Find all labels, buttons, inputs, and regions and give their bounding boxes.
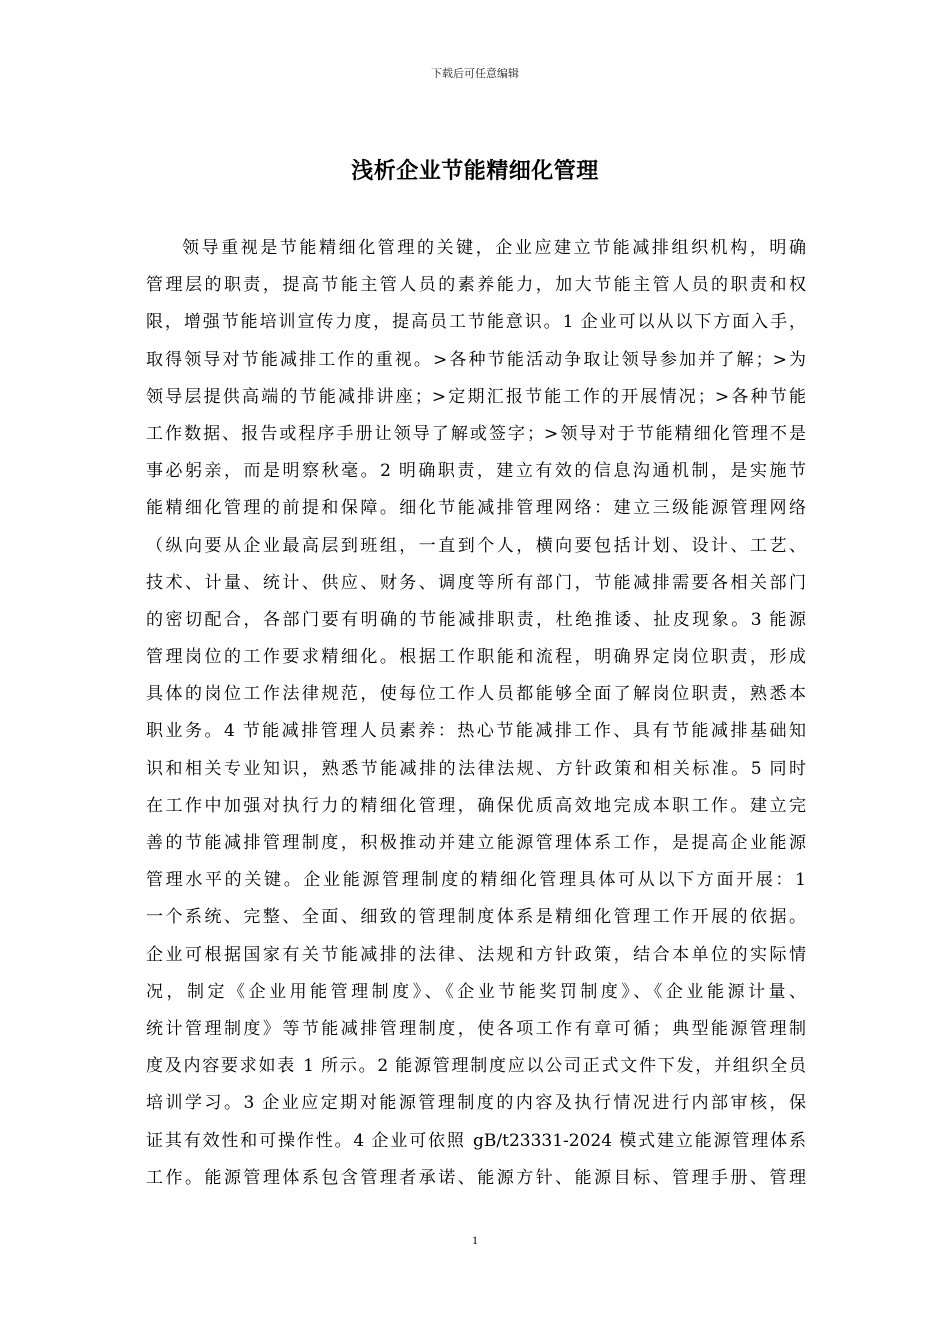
body-line: 识和相关专业知识，熟悉节能减排的法律法规、方针政策和相关标准。5 同时 bbox=[146, 758, 806, 779]
body-line: 工作。能源管理体系包含管理者承诺、能源方针、能源目标、管理手册、管理 bbox=[146, 1167, 806, 1188]
body-line: 具体的岗位工作法律规范，使每位工作人员都能够全面了解岗位职责，熟悉本 bbox=[146, 684, 806, 705]
page-header-note: 下载后可任意编辑 bbox=[431, 67, 519, 80]
page-number: 1 bbox=[472, 1233, 478, 1247]
body-line: 在工作中加强对执行力的精细化管理，确保优质高效地完成本职工作。建立完 bbox=[146, 795, 806, 816]
body-line: 培训学习。3 企业应定期对能源管理制度的内容及执行情况进行内部审核，保 bbox=[146, 1093, 806, 1114]
body-line: 限，增强节能培训宣传力度，提高员工节能意识。1 企业可以从以下方面入手， bbox=[146, 312, 806, 333]
document-body bbox=[146, 230, 806, 1197]
body-line: 一个系统、完整、全面、细致的管理制度体系是精细化管理工作开展的依据。 bbox=[146, 907, 806, 928]
body-line: 事必躬亲，而是明察秋毫。2 明确职责，建立有效的信息沟通机制，是实施节 bbox=[146, 461, 806, 482]
body-line: 管理层的职责，提高节能主管人员的素养能力，加大节能主管人员的职责和权 bbox=[146, 275, 806, 296]
body-line: 统计管理制度》等节能减排管理制度，使各项工作有章可循；典型能源管理制 bbox=[146, 1018, 806, 1039]
body-line: 管理水平的关键。企业能源管理制度的精细化管理具体可从以下方面开展：1 bbox=[146, 870, 806, 891]
body-line: 领导层提供高端的节能减排讲座；>定期汇报节能工作的开展情况；>各种节能 bbox=[146, 386, 806, 407]
body-line: 工作数据、报告或程序手册让领导了解或签字；>领导对于节能精细化管理不是 bbox=[146, 423, 806, 444]
body-line: 况，制定《企业用能管理制度》、《企业节能奖罚制度》、《企业能源计量、 bbox=[146, 981, 806, 1002]
body-line: 的密切配合，各部门要有明确的节能减排职责，杜绝推诿、扯皮现象。3 能源 bbox=[146, 609, 806, 630]
body-line: 能精细化管理的前提和保障。细化节能减排管理网络：建立三级能源管理网络 bbox=[146, 498, 806, 519]
body-line: （纵向要从企业最高层到班组，一直到个人，横向要包括计划、设计、工艺、 bbox=[146, 535, 806, 556]
body-line: 领导重视是节能精细化管理的关键，企业应建立节能减排组织机构，明确 bbox=[182, 238, 806, 258]
body-line: 证其有效性和可操作性。4 企业可依照 gB/t23331-2024 模式建立能源管理体系 bbox=[146, 1130, 806, 1151]
body-line: 管理岗位的工作要求精细化。根据工作职能和流程，明确界定岗位职责，形成 bbox=[146, 647, 806, 668]
body-line: 取得领导对节能减排工作的重视。>各种节能活动争取让领导参加并了解；>为 bbox=[146, 349, 806, 370]
body-line: 度及内容要求如表 1 所示。2 能源管理制度应以公司正式文件下发，并组织全员 bbox=[146, 1056, 806, 1077]
body-line: 善的节能减排管理制度，积极推动并建立能源管理体系工作，是提高企业能源 bbox=[146, 833, 806, 853]
body-line: 职业务。4 节能减排管理人员素养：热心节能减排工作、具有节能减排基础知 bbox=[146, 721, 806, 742]
document-title: 浅析企业节能精细化管理 bbox=[351, 159, 599, 184]
body-line: 企业可根据国家有关节能减排的法律、法规和方针政策，结合本单位的实际情 bbox=[146, 944, 806, 965]
body-line: 技术、计量、统计、供应、财务、调度等所有部门，节能减排需要各相关部门 bbox=[146, 572, 806, 593]
